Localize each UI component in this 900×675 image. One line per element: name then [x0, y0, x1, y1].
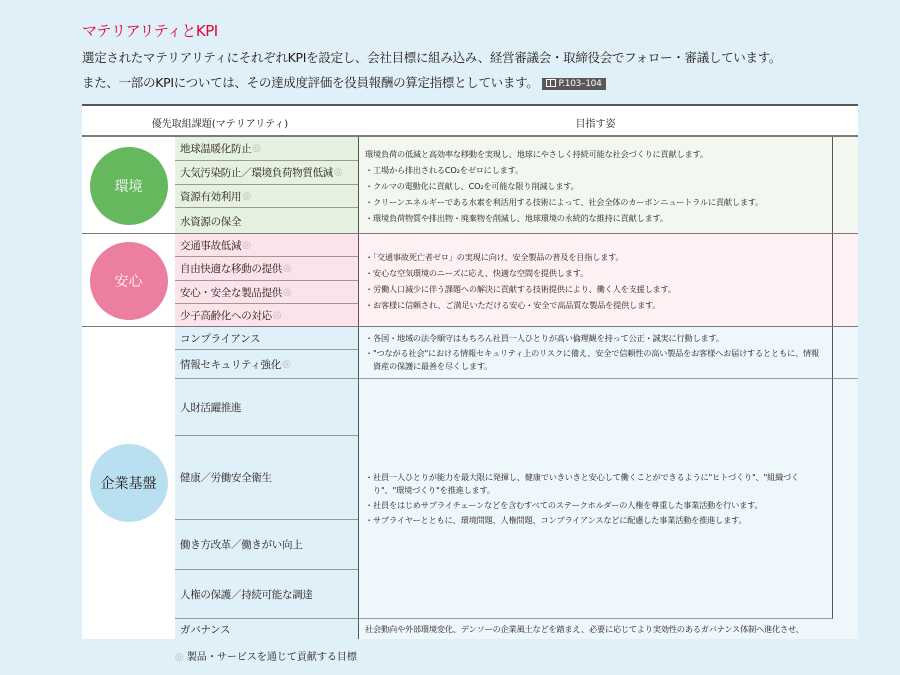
double-circle-icon: ◎ [272, 310, 282, 321]
table-row: 健康／労働安全衛生 [175, 436, 358, 520]
table-row: 大気汚染防止／環境負荷物質低減 ◎ [175, 161, 358, 185]
header-goal: 目指す姿 [575, 119, 616, 130]
book-icon [546, 79, 556, 87]
double-circle-icon: ◎ [283, 286, 292, 298]
section-safety [82, 234, 858, 327]
table-header [82, 106, 858, 137]
table-row: 人財活躍推進 [175, 379, 358, 436]
footnote [175, 648, 357, 663]
table-row: 資源有効利用 ◎ [175, 185, 358, 208]
page-reference-link[interactable] [542, 78, 605, 90]
table-row: 交通事故低減 ◎ [175, 234, 358, 257]
page-reference-label: P.103–104 [558, 79, 602, 89]
double-circle-icon: ◎ [175, 652, 184, 663]
goal-description: ・社員一人ひとりが能力を最大限に発揮し、健康でいきいきと安心して働くことができるように"ヒトづくり"、"組織づくり"、"環境づくり"を推進します。 ・社員をはじめサプライチェーンなどを含むすべてのステークホルダーの人権を尊重した事業活動を行います。 ・サプライヤーとともに、環境問題、人権問題、コンプライアンスなどに配慮した事業活動を推進します。 [358, 379, 833, 619]
goal-description: ・「交通事故死亡者ゼロ」の実現に向け、安全製品の普及を目指します。 ・安心な空気環境のニーズに応え、快適な空間を提供します。 ・労働人口減少に伴う課題への解決に貢献する技術提供により、働く人を支援します。 ・お客様に信頼され、ご満足いただける安心・安全で高品質な製品を提供します。 [358, 234, 833, 327]
table-row: 自由快適な移動の提供 ◎ [175, 257, 358, 281]
table-row: 安心・安全な製品提供 ◎ [175, 281, 358, 304]
table-row: コンプライアンス [175, 327, 358, 350]
double-circle-icon: ◎ [281, 358, 291, 370]
category-badge-environment: 環境 [90, 147, 168, 225]
section-environment [82, 137, 858, 234]
table-row: 働き方改革／働きがい向上 [175, 520, 358, 570]
lead-text-line2-body: また、一部のKPIについては、その達成度評価を役員報酬の算定指標としています。 [82, 75, 539, 90]
table-row: 人権の保護／持続可能な調達 [175, 570, 358, 619]
category-badge-safety: 安心 [90, 242, 168, 320]
double-circle-icon: ◎ [334, 167, 343, 178]
lead-text-line2 [82, 73, 606, 91]
table-row: 情報セキュリティ強化 ◎ [175, 350, 358, 379]
materiality-table [82, 104, 858, 639]
table-row: 少子高齢化への対応 ◎ [175, 304, 358, 327]
lead-text-line1: 選定されたマテリアリティにそれぞれKPIを設定し、会社目標に組み込み、経営審議会・取締役会でフォロー・審議しています。 [82, 50, 782, 65]
table-row: 水資源の保全 [175, 208, 358, 234]
footnote-text: 製品・サービスを通じて貢献する目標 [186, 652, 357, 663]
table-row: 地球温暖化防止 ◎ [175, 137, 358, 161]
section-corporate-foundation [82, 327, 858, 639]
header-materiality: 優先取組課題(マテリアリティ) [151, 119, 289, 130]
section-title: マテリアリティとKPI [82, 22, 218, 40]
double-circle-icon: ◎ [242, 190, 251, 202]
goal-description: 社会動向や外部環境変化、デンソーの企業風土などを踏まえ、必要に応じてより実効性のあるガバナンス体制へ進化させ、 [358, 619, 858, 639]
double-circle-icon: ◎ [242, 239, 251, 251]
goal-description: 環境負荷の低減と高効率な移動を実現し、地球にやさしく持続可能な社会づくりに貢献します。 ・工場から排出されるCO₂をゼロにします。 ・クルマの電動化に貢献し、CO₂を可能な限り削減します。 ・クリーンエネルギーである水素を利活用する技術によって、社会全体のカーボンニュートラルに貢献します。 ・環境負荷物質や排出物・廃棄物を削減し、地球環境の永続的な維持に貢献します。 [358, 137, 833, 234]
double-circle-icon: ◎ [283, 263, 292, 274]
goal-description: ・各国・地域の法令順守はもちろん社員一人ひとりが高い倫理観を持って公正・誠実に行動します。 ・"つながる社会"における情報セキュリティ上のリスクに備え、安全で信頼性の高い製品をお客様へお届けするとともに、情報資産の保護に最善を尽くします。 [358, 327, 833, 379]
table-row: ガバナンス [175, 619, 358, 639]
category-badge-corporate: 企業基盤 [90, 444, 168, 522]
double-circle-icon: ◎ [252, 143, 261, 154]
